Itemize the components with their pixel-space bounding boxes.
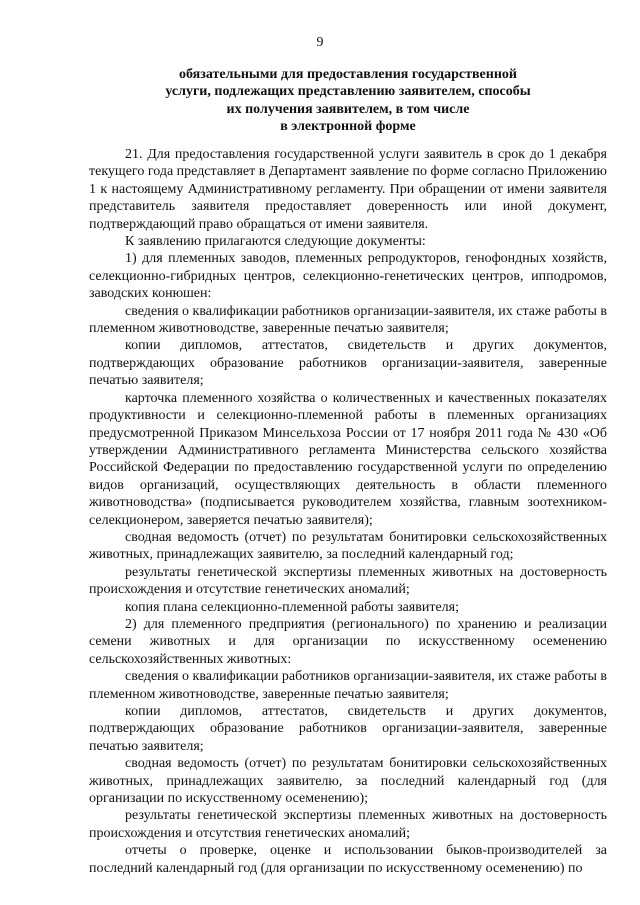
- paragraph-documents-intro: К заявлению прилагаются следующие документы:: [125, 234, 426, 250]
- paragraph-summary-sheet: сводная ведомость (отчет) по результатам бонитировки сельскохозяйственных животных, принадлежащих заявителю, за последний календарный год;: [89, 529, 607, 563]
- paragraph-summary-sheet-2: сводная ведомость (отчет) по результатам бонитировки сельскохозяйственных животных, принадлежащих заявителю, за последний календарный год (для организации по искусственному осеменению);: [89, 756, 607, 807]
- heading-line: услуги, подлежащих представлению заявителем, способы: [165, 84, 531, 100]
- heading-line: обязательными для предоставления государственной: [179, 67, 517, 82]
- section-heading: [90, 66, 606, 136]
- paragraph-staff-qualification-2: сведения о квалификации работников организации-заявителя, их стаже работы в племенном животноводстве, заверенные печатью заявителя;: [89, 669, 607, 702]
- paragraph-list-2: 2) для племенного предприятия (регионального) по хранению и реализации семени животных и для организации по искусственному осеменению сельскохозяйственных животных:: [89, 616, 607, 667]
- paragraph-item-21: 21. Для предоставления государственной услуги заявитель в срок до 1 декабря текущего года представляет в Департамент заявление по форме согласно Приложению 1 к настоящему Административному регламенту. При обращении от имени заявителя представитель заявителя предоставляет доверенность или иной документ, подтверждающий право обращаться от имени заявителя.: [89, 147, 607, 232]
- paragraph-list-1: 1) для племенных заводов, племенных репродукторов, генофондных хозяйств, селекционно-гибридных центров, селекционно-генетических центров, ипподромов, заводских конюшен:: [89, 251, 607, 302]
- paragraph-staff-qualification: сведения о квалификации работников организации-заявителя, их стаже работы в племенном животноводстве, заверенные печатью заявителя;: [89, 303, 607, 337]
- paragraph-genetic-results: результаты генетической экспертизы племенных животных на достоверность происхождения и отсутствие генетических аномалий;: [89, 564, 607, 598]
- document-body: [89, 146, 607, 877]
- paragraph-diploma-copies: копии дипломов, аттестатов, свидетельств и других документов, подтверждающих образование работников организации-заявителя, заверенные печатью заявителя;: [89, 338, 607, 389]
- heading-line: их получения заявителем, в том числе: [226, 101, 470, 117]
- page-number: 9: [316, 35, 324, 50]
- paragraph-genetic-results-2: результаты генетической экспертизы племенных животных на достоверность происхождения и отсутствия генетических аномалий;: [89, 808, 607, 841]
- paragraph-farm-card: карточка племенного хозяйства о количественных и качественных показателях продуктивности и селекционно-племенной работы в племенных организациях предусмотренной Приказом Минсельхоза России от 17 ноября 2011 года № 430 «Об утверждении Административного регламента Министерства сельского хозяйства Российской Федерации по предоставлению государственной услуги по определению видов организаций, осуществляющих деятельность в области племенного животноводства» (подписывается руководителем хозяйства, главным зоотехником-селекционером, заверяется печатью заявителя);: [89, 390, 607, 528]
- paragraph-breeding-plan: копия плана селекционно-племенной работы заявителя;: [125, 599, 459, 615]
- paragraph-bull-reports: отчеты о проверке, оценке и использовании быков-производителей за последний календарный год (для организации по искусственному осеменению) по: [89, 843, 607, 876]
- paragraph-diploma-copies-2: копии дипломов, аттестатов, свидетельств и других документов, подтверждающих образование работников организации-заявителя, заверенные печатью заявителя;: [89, 704, 607, 754]
- heading-line: в электронной форме: [280, 119, 416, 135]
